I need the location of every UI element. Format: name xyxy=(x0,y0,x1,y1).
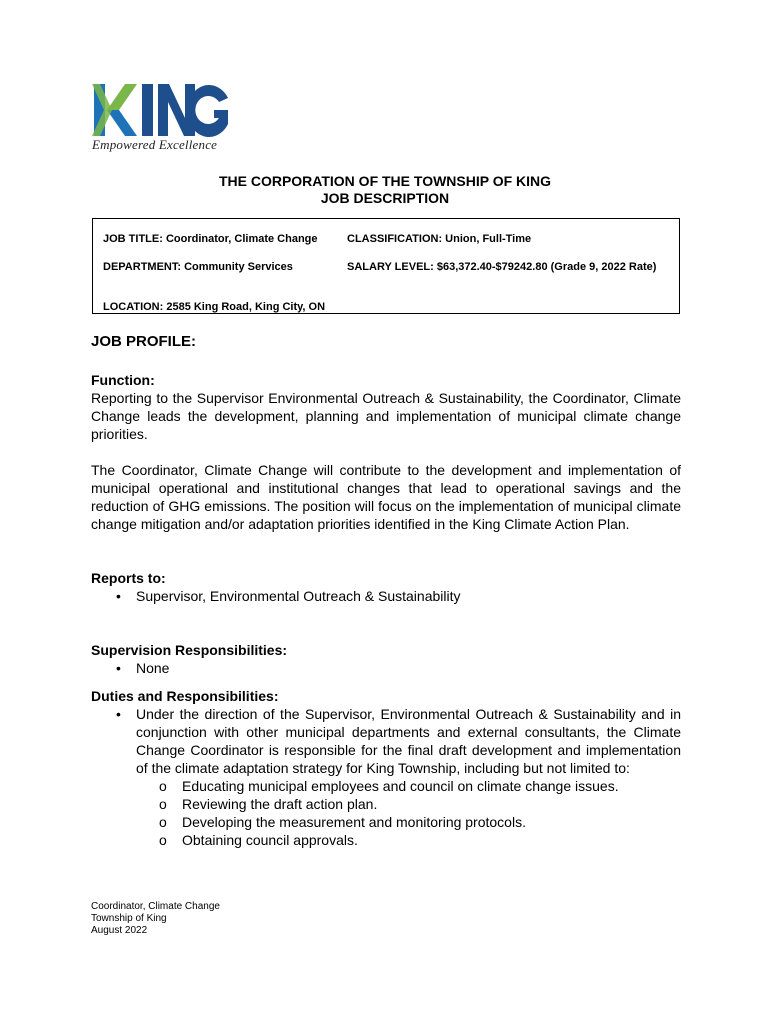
sub-list-item: o Obtaining council approvals. xyxy=(91,831,681,849)
function-title: Function: xyxy=(91,372,155,388)
list-item: • None xyxy=(91,659,681,677)
job-title: JOB TITLE: Coordinator, Climate Change xyxy=(103,233,318,245)
list-item: • Under the direction of the Supervisor, Environmental Outreach & Sustainability and in conjunction with other municipal departments and external consultants, the Climate Change Coordinator is responsible for the final draft development and implementation of the climate adaptation strategy for King Township, including but not limited to: xyxy=(91,705,681,777)
sub-list-item: o Educating municipal employees and council on climate change issues. xyxy=(91,777,681,795)
job-info-box xyxy=(92,218,680,314)
reports-list xyxy=(91,587,681,605)
department: DEPARTMENT: Community Services xyxy=(103,261,293,273)
page-footer xyxy=(91,901,220,937)
footer-line: Coordinator, Climate Change xyxy=(91,901,220,912)
salary-level: SALARY LEVEL: $63,372.40-$79242.80 (Grade 9, 2022 Rate) xyxy=(347,261,657,273)
supervision-list xyxy=(91,659,681,677)
footer-line: Township of King xyxy=(91,913,167,924)
sub-list-item: o Reviewing the draft action plan. xyxy=(91,795,681,813)
supervision-title: Supervision Responsibilities: xyxy=(91,642,288,658)
duties-title: Duties and Responsibilities: xyxy=(91,688,279,704)
list-item: • Supervisor, Environmental Outreach & Sustainability xyxy=(91,587,681,605)
location: LOCATION: 2585 King Road, King City, ON xyxy=(103,301,326,313)
job-profile xyxy=(91,333,681,849)
job-profile-title: JOB PROFILE: xyxy=(91,333,197,350)
duties-list xyxy=(91,705,681,849)
document-heading: THE CORPORATION OF THE TOWNSHIP OF KING xyxy=(218,173,552,189)
classification: CLASSIFICATION: Union, Full-Time xyxy=(347,233,532,245)
document-subheading: JOB DESCRIPTION xyxy=(320,190,450,206)
function-paragraph-1: Reporting to the Supervisor Environmental Outreach & Sustainability, the Coordinator, Climate Change leads the development, planning and implementation of municipal climate change priorities. xyxy=(91,390,681,442)
king-logo-mark xyxy=(92,80,232,140)
logo-tagline: Empowered Excellence xyxy=(92,137,218,152)
reports-title: Reports to: xyxy=(91,570,166,586)
footer-line: August 2022 xyxy=(91,925,148,936)
sub-list-item: o Developing the measurement and monitoring protocols. xyxy=(91,813,681,831)
function-paragraph-2: The Coordinator, Climate Change will contribute to the development and implementation of municipal operational and institutional changes that lead to operational savings and the reduction of GHG emissions. The position will focus on the implementation of municipal climate change mitigation and/or adaptation priorities identified in the King Climate Action Plan. xyxy=(91,462,681,532)
